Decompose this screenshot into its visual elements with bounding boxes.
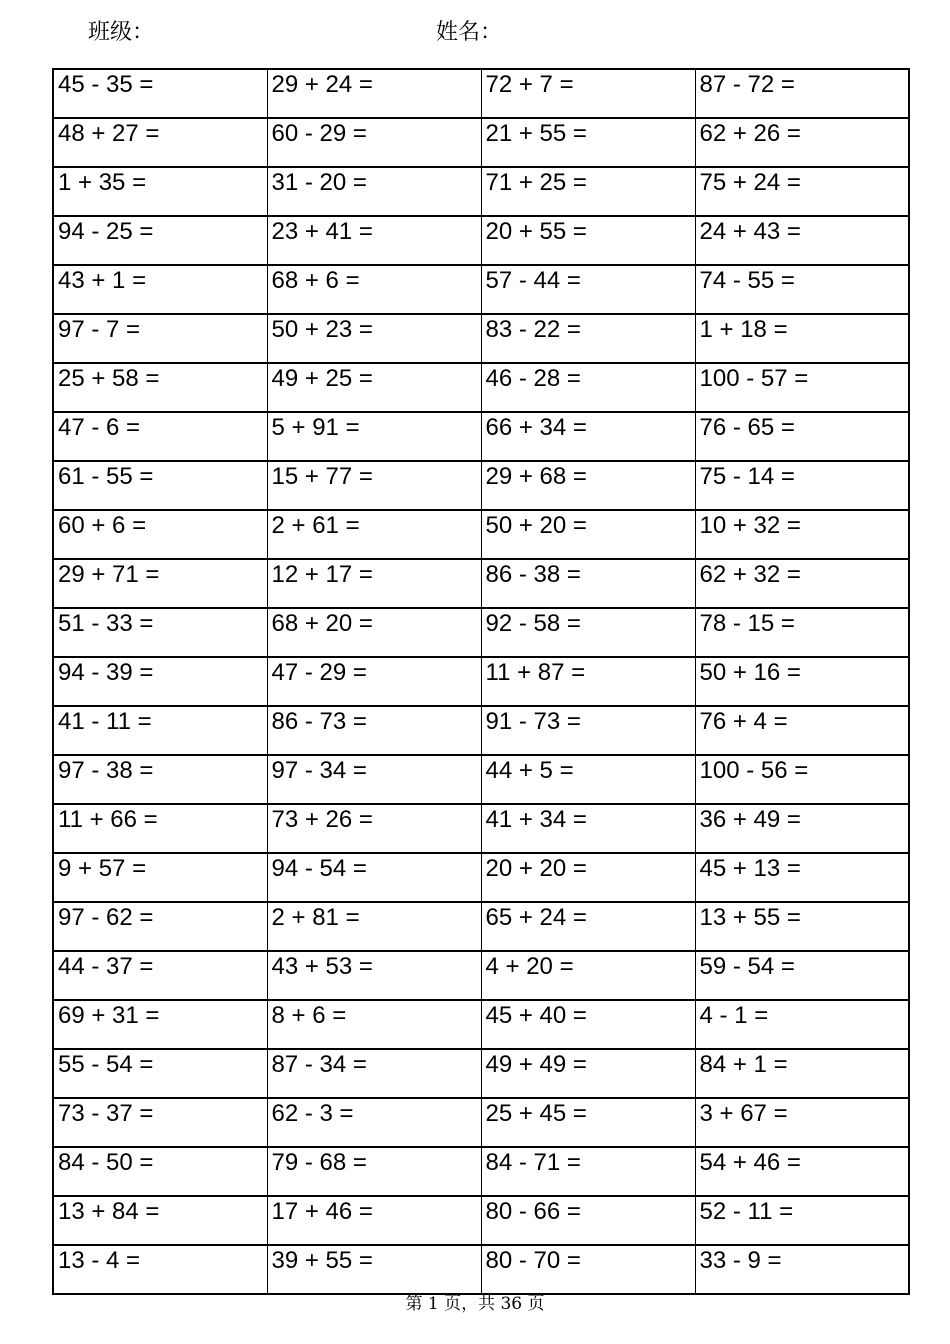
worksheet-row — [53, 265, 909, 314]
problem-cell: 76 - 65 = — [695, 412, 909, 461]
problem-cell: 100 - 57 = — [695, 363, 909, 412]
worksheet-row — [53, 69, 909, 118]
problem-cell: 29 + 24 = — [267, 69, 481, 118]
problem-cell: 50 + 16 = — [695, 657, 909, 706]
class-label: 班级： — [88, 20, 155, 45]
problem-cell: 49 + 49 = — [481, 1049, 695, 1098]
worksheet-row — [53, 1098, 909, 1147]
worksheet-row — [53, 1000, 909, 1049]
problem-cell: 3 + 67 = — [695, 1098, 909, 1147]
worksheet-row — [53, 363, 909, 412]
worksheet-row — [53, 657, 909, 706]
problem-cell: 73 + 26 = — [267, 804, 481, 853]
problem-cell: 66 + 34 = — [481, 412, 695, 461]
page-footer: 第 1 页，共 36 页 — [405, 1294, 545, 1314]
problem-cell: 31 - 20 = — [267, 167, 481, 216]
problem-cell: 50 + 23 = — [267, 314, 481, 363]
problem-cell: 72 + 7 = — [481, 69, 695, 118]
problem-cell: 5 + 91 = — [267, 412, 481, 461]
problem-cell: 46 - 28 = — [481, 363, 695, 412]
problem-cell: 61 - 55 = — [53, 461, 267, 510]
problem-cell: 97 - 62 = — [53, 902, 267, 951]
problem-cell: 43 + 53 = — [267, 951, 481, 1000]
problem-cell: 47 - 29 = — [267, 657, 481, 706]
problem-cell: 65 + 24 = — [481, 902, 695, 951]
problem-cell: 2 + 81 = — [267, 902, 481, 951]
problem-cell: 97 - 38 = — [53, 755, 267, 804]
problem-cell: 12 + 17 = — [267, 559, 481, 608]
problem-cell: 41 - 11 = — [53, 706, 267, 755]
problem-cell: 94 - 54 = — [267, 853, 481, 902]
problem-cell: 80 - 66 = — [481, 1196, 695, 1245]
problem-cell: 68 + 6 = — [267, 265, 481, 314]
problem-cell: 87 - 34 = — [267, 1049, 481, 1098]
problem-cell: 23 + 41 = — [267, 216, 481, 265]
problem-cell: 51 - 33 = — [53, 608, 267, 657]
worksheet-row — [53, 755, 909, 804]
problem-cell: 4 - 1 = — [695, 1000, 909, 1049]
problem-cell: 74 - 55 = — [695, 265, 909, 314]
problem-cell: 75 - 14 = — [695, 461, 909, 510]
problem-cell: 45 - 35 = — [53, 69, 267, 118]
problem-cell: 97 - 7 = — [53, 314, 267, 363]
problem-cell: 78 - 15 = — [695, 608, 909, 657]
problem-cell: 20 + 20 = — [481, 853, 695, 902]
worksheet-row — [53, 1245, 909, 1294]
problem-cell: 11 + 66 = — [53, 804, 267, 853]
problem-cell: 97 - 34 = — [267, 755, 481, 804]
worksheet-row — [53, 951, 909, 1000]
problem-cell: 29 + 68 = — [481, 461, 695, 510]
problem-cell: 20 + 55 = — [481, 216, 695, 265]
problem-cell: 13 + 84 = — [53, 1196, 267, 1245]
problem-cell: 21 + 55 = — [481, 118, 695, 167]
problem-cell: 94 - 39 = — [53, 657, 267, 706]
problem-cell: 43 + 1 = — [53, 265, 267, 314]
problem-cell: 87 - 72 = — [695, 69, 909, 118]
problem-cell: 39 + 55 = — [267, 1245, 481, 1294]
worksheet-row — [53, 608, 909, 657]
problem-cell: 10 + 32 = — [695, 510, 909, 559]
problem-cell: 68 + 20 = — [267, 608, 481, 657]
worksheet-row — [53, 167, 909, 216]
worksheet-row — [53, 559, 909, 608]
problem-cell: 57 - 44 = — [481, 265, 695, 314]
problem-cell: 79 - 68 = — [267, 1147, 481, 1196]
problem-cell: 92 - 58 = — [481, 608, 695, 657]
worksheet-row — [53, 853, 909, 902]
problem-cell: 17 + 46 = — [267, 1196, 481, 1245]
worksheet-row — [53, 216, 909, 265]
problem-cell: 60 + 6 = — [53, 510, 267, 559]
problem-cell: 86 - 73 = — [267, 706, 481, 755]
problem-cell: 41 + 34 = — [481, 804, 695, 853]
problem-cell: 1 + 18 = — [695, 314, 909, 363]
worksheet-row — [53, 510, 909, 559]
problem-cell: 45 + 13 = — [695, 853, 909, 902]
worksheet-row — [53, 314, 909, 363]
worksheet-row — [53, 1147, 909, 1196]
problem-cell: 62 - 3 = — [267, 1098, 481, 1147]
problem-cell: 29 + 71 = — [53, 559, 267, 608]
problem-cell: 84 - 71 = — [481, 1147, 695, 1196]
problem-cell: 54 + 46 = — [695, 1147, 909, 1196]
problem-cell: 59 - 54 = — [695, 951, 909, 1000]
problem-cell: 49 + 25 = — [267, 363, 481, 412]
name-label: 姓名： — [436, 20, 503, 45]
problem-cell: 75 + 24 = — [695, 167, 909, 216]
problem-cell: 76 + 4 = — [695, 706, 909, 755]
problem-cell: 13 - 4 = — [53, 1245, 267, 1294]
problem-cell: 11 + 87 = — [481, 657, 695, 706]
problem-cell: 45 + 40 = — [481, 1000, 695, 1049]
worksheet-row — [53, 804, 909, 853]
problem-cell: 36 + 49 = — [695, 804, 909, 853]
worksheet-row — [53, 118, 909, 167]
problem-cell: 69 + 31 = — [53, 1000, 267, 1049]
problem-cell: 47 - 6 = — [53, 412, 267, 461]
worksheet-row — [53, 412, 909, 461]
problem-cell: 84 - 50 = — [53, 1147, 267, 1196]
problem-cell: 33 - 9 = — [695, 1245, 909, 1294]
problem-cell: 80 - 70 = — [481, 1245, 695, 1294]
problem-cell: 50 + 20 = — [481, 510, 695, 559]
problem-cell: 9 + 57 = — [53, 853, 267, 902]
problem-cell: 71 + 25 = — [481, 167, 695, 216]
problem-cell: 86 - 38 = — [481, 559, 695, 608]
problem-cell: 2 + 61 = — [267, 510, 481, 559]
arithmetic-worksheet-table — [52, 68, 910, 1295]
problem-cell: 91 - 73 = — [481, 706, 695, 755]
problem-cell: 25 + 58 = — [53, 363, 267, 412]
problem-cell: 4 + 20 = — [481, 951, 695, 1000]
problem-cell: 62 + 26 = — [695, 118, 909, 167]
worksheet-row — [53, 706, 909, 755]
problem-cell: 94 - 25 = — [53, 216, 267, 265]
problem-cell: 25 + 45 = — [481, 1098, 695, 1147]
problem-cell: 44 + 5 = — [481, 755, 695, 804]
problem-cell: 60 - 29 = — [267, 118, 481, 167]
problem-cell: 44 - 37 = — [53, 951, 267, 1000]
worksheet-row — [53, 1049, 909, 1098]
problem-cell: 1 + 35 = — [53, 167, 267, 216]
problem-cell: 62 + 32 = — [695, 559, 909, 608]
problem-cell: 83 - 22 = — [481, 314, 695, 363]
problem-cell: 24 + 43 = — [695, 216, 909, 265]
problem-cell: 48 + 27 = — [53, 118, 267, 167]
problem-cell: 100 - 56 = — [695, 755, 909, 804]
problem-cell: 13 + 55 = — [695, 902, 909, 951]
worksheet-row — [53, 902, 909, 951]
problem-cell: 52 - 11 = — [695, 1196, 909, 1245]
problem-cell: 73 - 37 = — [53, 1098, 267, 1147]
problem-cell: 15 + 77 = — [267, 461, 481, 510]
worksheet-row — [53, 1196, 909, 1245]
problem-cell: 8 + 6 = — [267, 1000, 481, 1049]
problem-cell: 55 - 54 = — [53, 1049, 267, 1098]
problem-cell: 84 + 1 = — [695, 1049, 909, 1098]
worksheet-row — [53, 461, 909, 510]
worksheet-body — [53, 69, 909, 1294]
